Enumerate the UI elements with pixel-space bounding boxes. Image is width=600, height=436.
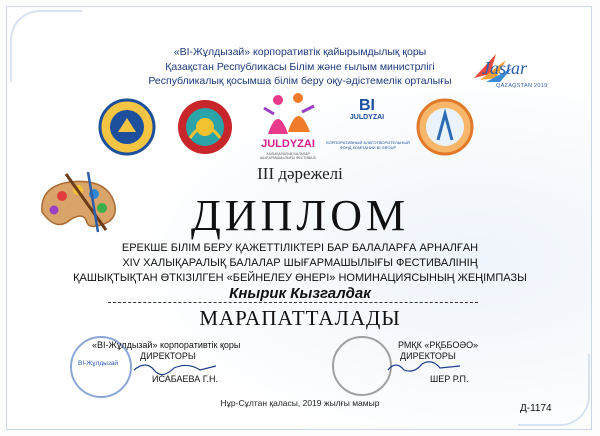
state-emblem-icon — [176, 98, 234, 156]
ministry-emblem-icon — [98, 98, 156, 156]
bi-logo-caption: КОРПОРАТИВНЫЙ БЛАГОТВОРИТЕЛЬНЫЙ ФОНД КОМПАНИИ BI GROUP — [326, 140, 410, 150]
diploma-text-line-1: ЕРЕКШЕ БІЛІМ БЕРУ ҚАЖЕТТІЛІКТЕРІ БАР БАЛАЛАРҒА АРНАЛҒАН — [121, 242, 479, 254]
juldyzai-dancers-icon — [258, 90, 320, 140]
header-ministry: Қазақстан Республикасы Білім және ғылым министрлігі — [165, 61, 435, 73]
diploma-title: ДИПЛОМ — [190, 191, 410, 240]
left-stamp-text: BI-Жұлдызай — [78, 360, 119, 367]
juldyzai-wordmark: JULDYZAI — [261, 138, 315, 150]
right-signer-org: РМҚК «РҚББОӘО» — [398, 340, 479, 350]
diploma-text-line-3: ҚАШЫҚТЫҚТАН ӨТКІЗІЛГЕН «БЕЙНЕЛЕУ ӨНЕРІ» НОМИНАЦИЯСЫНЫҢ ЖЕҢІМПАЗЫ — [73, 272, 527, 284]
left-signer-org: «BI-Жұлдызай» корпоративтік қоры — [92, 340, 241, 350]
diploma-number: Д-1174 — [520, 403, 552, 414]
right-signer-name: ШЕР Р.П. — [430, 374, 469, 384]
left-signer-role: ДИРЕКТОРЫ — [140, 351, 196, 361]
juldyzai-caption: ХАЛЫҚАРАЛЫҚ БАЛАЛАР ШЫҒАРМАШЫЛЫҒЫ ФЕСТИВАЛІ — [260, 152, 316, 160]
issue-place-date: Нұр-Сұлтан қаласы, 2019 жылғы мамыр — [220, 398, 380, 408]
center-emblem-icon — [416, 98, 474, 156]
left-signer-name: ИСАБАЕВА Г.Н. — [152, 374, 218, 384]
brand-name: Jastar — [482, 58, 527, 78]
header-center: Республикалық қосымша білім беру оқу-әдістемелік орталығы — [148, 75, 452, 87]
corner-ornament-bottom-right — [518, 354, 590, 426]
recipient-underline — [108, 302, 478, 303]
brand-sub: QAZAQSTAN 2019 — [496, 83, 548, 89]
right-signer-role: ДИРЕКТОРЫ — [400, 351, 456, 361]
diploma-text-line-2: XIV ХАЛЫҚАРАЛЫҚ БАЛАЛАР ШЫҒАРМАШЫЛЫҒЫ ФЕСТИВАЛІНІҢ — [122, 257, 478, 269]
right-stamp — [332, 336, 392, 396]
bi-logo-letters: BI — [359, 97, 375, 114]
bi-logo-word: JULDYZAI — [349, 114, 385, 121]
awarded-text: МАРАПАТТАЛАДЫ — [199, 306, 401, 330]
header-foundation: «BI-Жұлдызай» корпоративтік қайырымдылық қоры — [173, 46, 427, 58]
right-signature-icon — [384, 356, 464, 376]
diploma-degree: III дәрежелі — [257, 164, 343, 183]
recipient-name: Кнырик Кызгалдак — [229, 285, 371, 302]
